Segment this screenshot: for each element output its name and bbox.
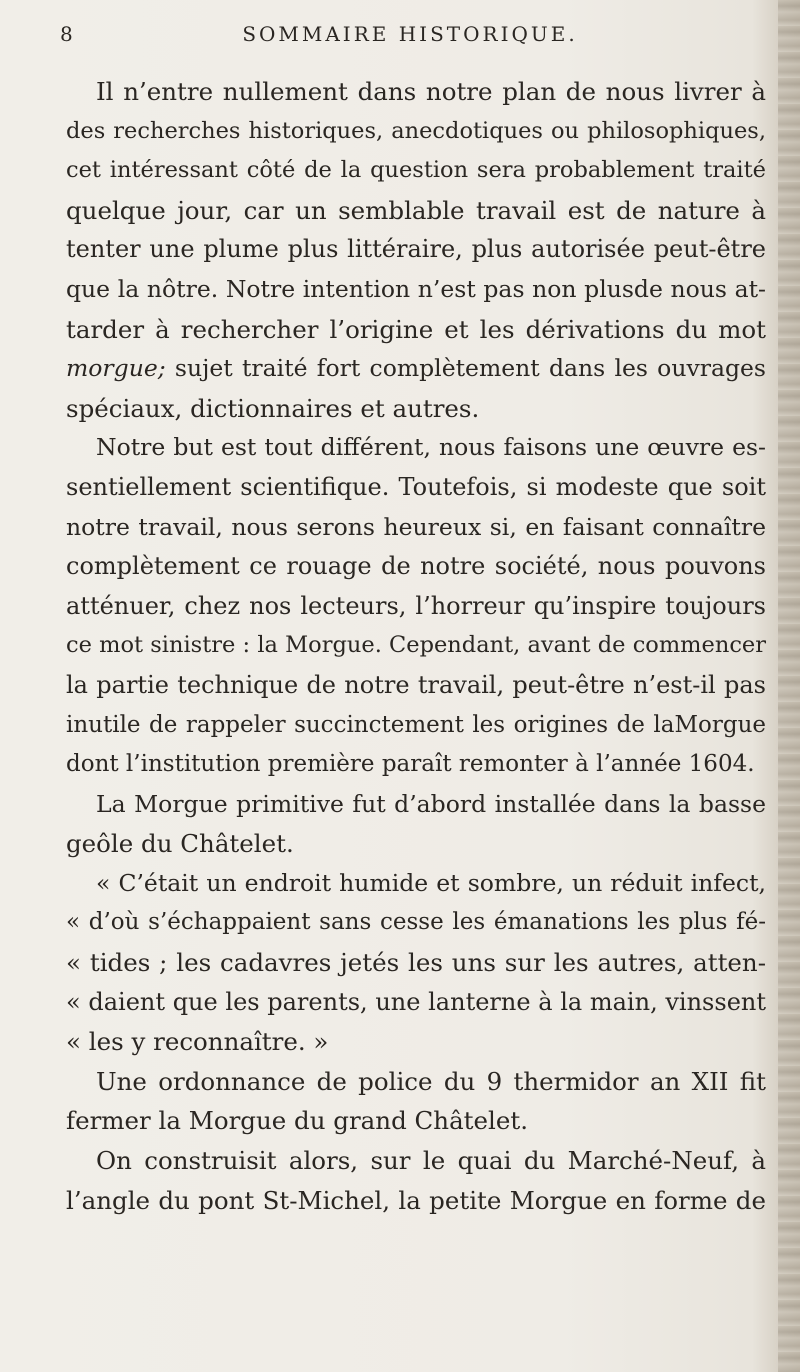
text-line	[66, 1181, 766, 1221]
page-number: 8	[60, 22, 74, 46]
line-text: « d’où s’échappaient sans cesse les émanations les plus fé-	[66, 909, 766, 936]
text-line	[66, 468, 766, 508]
text-line	[66, 191, 766, 231]
line-text: « C’était un endroit humide et sombre, un réduit infect,	[96, 868, 766, 897]
text-line	[66, 1101, 766, 1141]
line-text: tarder à rechercher l’origine et les dérivations du mot	[66, 314, 766, 344]
text-line	[66, 626, 766, 666]
body-text	[66, 72, 766, 1220]
line-text: atténuer, chez nos lecteurs, l’horreur qu’inspire toujours	[66, 591, 766, 620]
text-line	[66, 1062, 766, 1102]
text-line	[66, 112, 766, 152]
page-edge-shadow	[778, 0, 800, 1372]
text-line	[66, 230, 766, 270]
line-text: des recherches historiques, anecdotiques ou philosophiques,	[66, 117, 766, 144]
text-line	[66, 349, 766, 389]
text-line	[66, 943, 766, 983]
text-line	[66, 706, 766, 746]
text-line	[66, 389, 766, 429]
line-text: spéciaux, dictionnaires et autres.	[66, 393, 480, 423]
line-text: complètement ce rouage de notre société, nous pouvons	[66, 552, 766, 581]
line-text: « daient que les parents, une lanterne à la main, vinssent	[66, 987, 766, 1016]
line-text: notre travail, nous serons heureux si, en faisant connaître	[66, 512, 766, 541]
line-text: quelque jour, car un semblable travail est de nature à	[66, 195, 766, 225]
text-line	[66, 903, 766, 943]
line-text: On construisit alors, sur le quai du Marché-Neuf, à	[96, 1146, 766, 1176]
page-header	[60, 22, 760, 52]
line-text: Il n’entre nullement dans notre plan de nous livrer à	[96, 77, 766, 106]
line-text: « tides ; les cadavres jetés les uns sur les autres, atten-	[66, 948, 766, 978]
text-line	[66, 270, 766, 310]
line-text: l’angle du pont St-Michel, la petite Morgue en forme de	[66, 1185, 766, 1215]
text-line	[66, 310, 766, 350]
line-text: fermer la Morgue du grand Châtelet.	[66, 1106, 528, 1136]
line-text: cet intéressant côté de la question sera probablement traité	[66, 157, 766, 184]
text-line	[66, 151, 766, 191]
text-line	[66, 547, 766, 587]
line-text: Notre but est tout différent, nous faisons une œuvre es-	[96, 433, 766, 462]
line-text: geôle du Châtelet.	[66, 829, 294, 859]
text-line	[66, 587, 766, 627]
text-line	[66, 864, 766, 904]
text-line	[66, 72, 766, 112]
italic-word: morgue;	[66, 354, 166, 383]
line-text: sentiellement scientifique. Toutefois, si modeste que soit	[66, 472, 766, 501]
text-line	[66, 983, 766, 1023]
text-line	[66, 508, 766, 548]
line-text: sujet traité fort complètement dans les ouvrages	[165, 354, 766, 383]
line-text: tenter une plume plus littéraire, plus autorisée peut-être	[66, 235, 766, 264]
text-line	[66, 666, 766, 706]
line-text: Une ordonnance de police du 9 thermidor an XII fit	[96, 1066, 766, 1096]
text-line	[66, 824, 766, 864]
running-head: SOMMAIRE HISTORIQUE.	[242, 22, 578, 46]
line-text: dont l’institution première paraît remonter à l’année 1604.	[66, 751, 755, 778]
line-text: la partie technique de notre travail, peut-être n’est-il pas	[66, 670, 766, 699]
line-text: « les y reconnaître. »	[66, 1027, 329, 1057]
text-line	[66, 1141, 766, 1181]
text-line	[66, 1022, 766, 1062]
text-line	[66, 745, 766, 785]
line-text: que la nôtre. Notre intention n’est pas non plusde nous at-	[66, 274, 766, 303]
line-text: ce mot sinistre : la Morgue. Cependant, avant de commencer	[66, 632, 766, 659]
line-text: inutile de rappeler succinctement les origines de laMorgue	[66, 711, 766, 738]
text-line	[66, 428, 766, 468]
text-line	[66, 785, 766, 825]
line-text: La Morgue primitive fut d’abord installée dans la basse	[96, 789, 766, 818]
